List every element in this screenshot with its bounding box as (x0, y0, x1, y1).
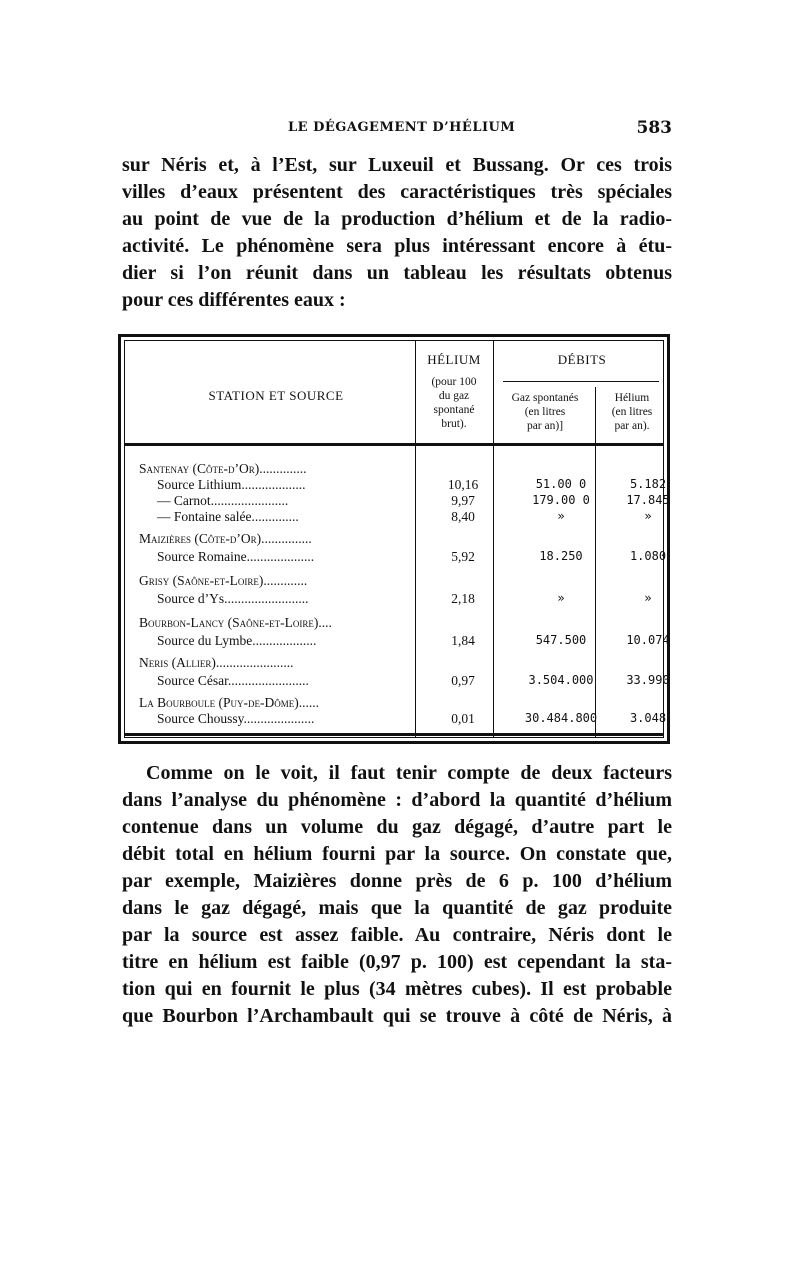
text-line: contenue dans un volume du gaz dégagé, d’autre part le (122, 816, 672, 838)
text-line: que Bourbon l’Archambault qui se trouve à côté de Néris, à (122, 1005, 672, 1027)
text-line: débit total en hélium fourni par la source. On constate que, (122, 843, 672, 865)
running-title: LE DÉGAGEMENT D’HÉLIUM (288, 120, 516, 135)
table-row: — Carnot....................... 9,97 179.00 0 17.845 (157, 493, 670, 508)
table-row: Santenay (Côte-d’Or).............. (139, 461, 307, 476)
text-line: par la source est assez faible. Au contraire, Néris dont le (122, 924, 672, 946)
header-rule (125, 443, 663, 446)
table-row: Bourbon-Lancy (Saône-et-Loire).... (139, 615, 332, 630)
page-number: 583 (636, 118, 672, 138)
discussion-paragraph (122, 760, 672, 1030)
text-line: au point de vue de la production d’hélium et de la radio- (122, 208, 672, 230)
text-line: Comme on le voit, il faut tenir compte de deux facteurs (146, 762, 672, 784)
station-header: STATION ET SOURCE (208, 388, 344, 403)
text-line: villes d’eaux présentent des caractéristiques très spéciales (122, 181, 672, 203)
table-row: La Bourboule (Puy-de-Dôme)...... (139, 695, 319, 710)
table-row: Source Choussy..................... 0,01 30.484.800 3.048 (157, 711, 667, 726)
table-row: Grisy (Saône-et-Loire)............. (139, 573, 308, 588)
text-line: par exemple, Maizières donne près de 6 p. 100 d’hélium (122, 870, 672, 892)
intro-paragraph (122, 152, 672, 314)
table-row: Source du Lymbe................... 1,84 547.500 10.074 (157, 633, 670, 648)
debits-header: DÉBITS (557, 352, 607, 367)
table-row: Source d’Ys......................... 2,18 » » (157, 591, 652, 606)
text-line: tion qui en fournit le plus (34 mètres cubes). Il est probable (122, 978, 672, 1000)
text-line: dans le gaz dégagé, mais que la quantité de gaz produite (122, 897, 672, 919)
helium-debit-subheader: Hélium (en litres par an). (611, 392, 653, 432)
helium-table (118, 334, 670, 744)
text-line: activité. Le phénomène sera plus intéressant encore à étu- (122, 235, 672, 257)
text-line: pour ces différentes eaux : (122, 289, 346, 311)
text-line: dans l’analyse du phénomène : d’abord la quantité d’hélium (122, 789, 672, 811)
table-row: Maizières (Côte-d’Or)............... (139, 531, 312, 546)
text-line: dier si l’on réunit dans un tableau les résultats obtenus (122, 262, 672, 284)
table-row: Source César........................ 0,97 3.504.000 33.990 (157, 673, 670, 688)
table-row: — Fontaine salée.............. 8,40 » » (157, 509, 652, 524)
debits-brace (503, 381, 659, 382)
text-line: titre en hélium est faible (0,97 p. 100) est cependant la sta- (122, 951, 672, 973)
footer-rule (125, 733, 663, 736)
table-row: Source Lithium................... 10,16 51.00 0 5.182 (157, 477, 667, 492)
text-line: sur Néris et, à l’Est, sur Luxeuil et Bussang. Or ces trois (122, 154, 672, 176)
running-head (120, 118, 680, 140)
table-row: Neris (Allier)....................... (139, 655, 294, 670)
helium-header: HÉLIUM (427, 352, 481, 367)
gaz-subheader: Gaz spontanés (en litres par an)] (511, 392, 579, 432)
table-row: Source Romaine.................... 5,92 18.250 1.080 (157, 549, 667, 564)
helium-subheader: (pour 100 du gaz spontané brut). (431, 376, 477, 430)
